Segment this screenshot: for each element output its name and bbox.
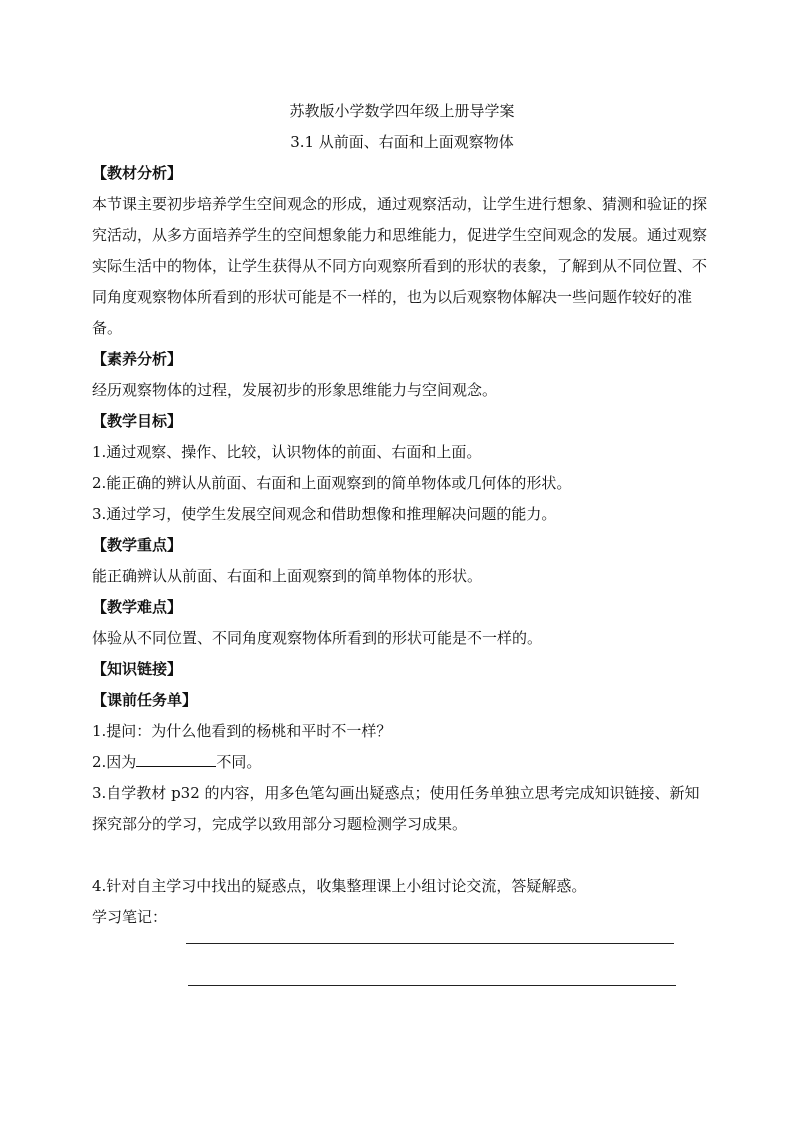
task-item-2-suffix: 不同。 <box>216 753 262 771</box>
goal-item-2: 2.能正确的辨认从前面、右面和上面观察到的简单物体或几何体的形状。 <box>92 474 572 492</box>
key-points-body: 能正确辨认从前面、右面和上面观察到的简单物体的形状。 <box>92 567 483 585</box>
heading-pre-class-tasks: 【课前任务单】 <box>92 691 198 709</box>
goal-item-3: 3.通过学习，使学生发展空间观念和借助想像和推理解决问题的能力。 <box>92 505 557 523</box>
task-item-2-prefix: 2.因为 <box>92 753 137 771</box>
heading-difficulties: 【教学难点】 <box>92 598 183 616</box>
heading-literacy-analysis: 【素养分析】 <box>92 350 183 368</box>
heading-textbook-analysis: 【教材分析】 <box>92 164 183 182</box>
heading-knowledge-link: 【知识链接】 <box>92 660 183 678</box>
notes-writing-line-2[interactable] <box>188 985 676 986</box>
heading-teaching-goals: 【教学目标】 <box>92 412 183 430</box>
task-item-4: 4.针对自主学习中找出的疑惑点，收集整理课上小组讨论交流，答疑解惑。 <box>92 877 587 895</box>
document-title: 苏教版小学数学四年级上册导学案 <box>289 102 515 120</box>
notes-writing-line-1[interactable] <box>186 943 674 944</box>
textbook-analysis-body: 本节课主要初步培养学生空间观念的形成，通过观察活动，让学生进行想象、猜测和验证的探究活动，从多方面培养学生的空间想象能力和思维能力，促进学生空间观念的发展。通过观察实际生活中的物体，让学生获得从不同方向观察所看到的形状的表象，了解到从不同位置、不同角度观察物体所看到的形状可能是不一样的，也为以后观察物体解决一些问题作较好的准备。 <box>92 195 708 337</box>
document-content <box>92 96 712 933</box>
heading-key-points: 【教学重点】 <box>92 536 183 554</box>
goal-item-1: 1.通过观察、操作、比较，认识物体的前面、右面和上面。 <box>92 443 482 461</box>
lesson-subtitle: 3.1 从前面、右面和上面观察物体 <box>290 133 514 151</box>
difficulties-body: 体验从不同位置、不同角度观察物体所看到的形状可能是不一样的。 <box>92 629 543 647</box>
literacy-analysis-body: 经历观察物体的过程，发展初步的形象思维能力与空间观念。 <box>92 381 498 399</box>
task-item-2 <box>92 747 712 778</box>
task-item-1: 1.提问：为什么他看到的杨桃和平时不一样？ <box>92 722 392 740</box>
spacer <box>92 840 712 871</box>
fill-in-blank[interactable] <box>136 750 216 767</box>
study-notes-label: 学习笔记： <box>92 908 168 926</box>
task-item-3: 3.自学教材 p32 的内容，用多色笔勾画出疑惑点；使用任务单独立思考完成知识链接、新知探究部分的学习，完成学以致用部分习题检测学习成果。 <box>92 784 700 833</box>
